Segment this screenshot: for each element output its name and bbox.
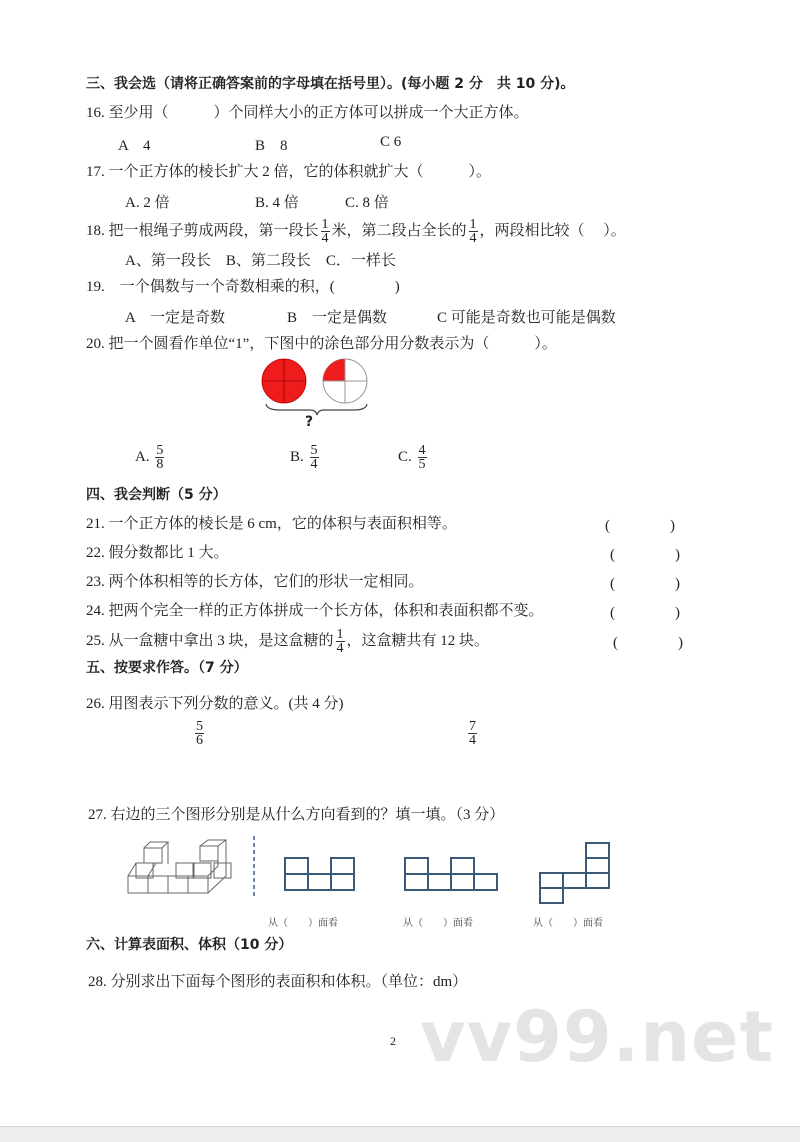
fraction-5-6 [193, 720, 206, 747]
q16-option-c: C 6 [380, 134, 402, 150]
q17-option-a: A. 2 倍 [125, 195, 170, 211]
fraction [310, 444, 319, 471]
answer-parens[interactable]: ( ) [613, 635, 683, 651]
fraction [469, 218, 478, 245]
question-27: 27. 右边的三个图形分别是从什么方向看到的？填一填。（3 分） [88, 807, 505, 823]
option-letter: A. [135, 448, 150, 465]
judge-item: 24. 把两个完全一样的正方体拼成一个长方体，体积和表面积都不变。 [86, 603, 544, 619]
full-circle [262, 359, 306, 403]
answer-parens[interactable]: ( ) [605, 518, 675, 534]
page-number: 2 [390, 1034, 396, 1048]
q16-option-a: A 4 [118, 138, 151, 154]
brace [266, 404, 367, 415]
question-26: 26. 用图表示下列分数的意义。(共 4 分) [86, 696, 344, 712]
question-19: 19. 一个偶数与一个奇数相乘的积，( ) [86, 279, 400, 295]
numerator: 1 [469, 217, 477, 232]
q16-option-b: B 8 [255, 138, 288, 154]
top-view [540, 843, 609, 903]
question-20: 20. 把一个圆看作单位“1”，下图中的涂色部分用分数表示为（ ）。 [86, 336, 557, 352]
question-17: 17. 一个正方体的棱长扩大 2 倍，它的体积就扩大（ ）。 [86, 164, 492, 180]
judge-item: 23. 两个体积相等的长方体，它们的形状一定相同。 [86, 574, 424, 590]
fraction [336, 628, 345, 655]
denominator: 5 [418, 457, 426, 472]
q18-text-1: 18. 把一根绳子剪成两段，第一段长 [86, 222, 319, 239]
numerator: 7 [469, 719, 476, 734]
denominator: 8 [156, 457, 164, 472]
q20-option-b [290, 444, 321, 471]
question-18 [86, 218, 626, 245]
q20-option-a [135, 444, 166, 471]
fraction [195, 720, 204, 747]
q17-option-c: C. 8 倍 [345, 195, 389, 211]
denominator: 4 [469, 231, 477, 246]
circles-figure [250, 352, 380, 418]
answer-parens[interactable]: ( ) [610, 605, 680, 621]
numerator: 4 [418, 443, 426, 458]
judge-item: 22. 假分数都比 1 大。 [86, 545, 229, 561]
item-text: 25. 从一盒糖中拿出 3 块，是这盒糖的 [86, 632, 334, 649]
answer-parens[interactable]: ( ) [610, 576, 680, 592]
q20-option-c [398, 444, 429, 471]
view-label-3[interactable]: 从（ ）面看 [533, 918, 603, 929]
q18-text-3: ，两段相比较（ ）。 [479, 222, 626, 239]
denominator: 4 [321, 231, 329, 246]
q19-option-c: C 可能是奇数也可能是偶数 [437, 310, 616, 326]
denominator: 4 [469, 733, 476, 748]
view-label-2[interactable]: 从（ ）面看 [403, 918, 473, 929]
cube-stack-drawing [128, 840, 231, 893]
denominator: 6 [196, 733, 203, 748]
numerator: 5 [196, 719, 203, 734]
answer-parens[interactable]: ( ) [610, 547, 680, 563]
numerator: 1 [336, 627, 344, 642]
numerator: 5 [156, 443, 164, 458]
item-text: ，这盒糖共有 12 块。 [346, 632, 490, 649]
denominator: 4 [336, 641, 344, 656]
front-view [285, 858, 354, 890]
q18-text-2: 米，第二段占全长的 [331, 222, 467, 239]
question-mark: ? [305, 414, 314, 430]
question-16: 16. 至少用（ ）个同样大小的正方体可以拼成一个大正方体。 [86, 105, 529, 121]
watermark: vv99.net [420, 996, 775, 1078]
view-label-1[interactable]: 从（ ）面看 [268, 918, 338, 929]
section-6-title: 六、计算表面积、体积（10 分） [86, 937, 293, 953]
q19-option-b: B 一定是偶数 [287, 310, 388, 326]
side-view [405, 858, 497, 890]
section-4-title: 四、我会判断（5 分） [86, 487, 227, 503]
quarter-circle [323, 359, 367, 403]
section-5-title: 五、按要求作答。（7 分） [86, 660, 248, 676]
fraction [468, 720, 477, 747]
views-figure [120, 836, 640, 911]
option-letter: C. [398, 448, 412, 465]
numerator: 1 [321, 217, 329, 232]
denominator: 4 [310, 457, 318, 472]
option-letter: B. [290, 448, 304, 465]
numerator: 5 [310, 443, 318, 458]
fraction-7-4 [466, 720, 479, 747]
q17-option-b: B. 4 倍 [255, 195, 299, 211]
q18-options: A、第一段长 B、第二段长 C．一样长 [125, 253, 396, 269]
question-28: 28. 分别求出下面每个图形的表面积和体积。（单位：dm） [88, 974, 468, 990]
section-3-title: 三、我会选（请将正确答案前的字母填在括号里）。(每小题 2 分 共 10 分)。 [86, 76, 575, 92]
q19-option-a: A 一定是奇数 [125, 310, 226, 326]
judge-item [86, 628, 489, 655]
fraction [321, 218, 330, 245]
fraction [155, 444, 164, 471]
page-bottom-edge [0, 1126, 800, 1142]
judge-item: 21. 一个正方体的棱长是 6 cm，它的体积与表面积相等。 [86, 516, 457, 532]
fraction [418, 444, 427, 471]
